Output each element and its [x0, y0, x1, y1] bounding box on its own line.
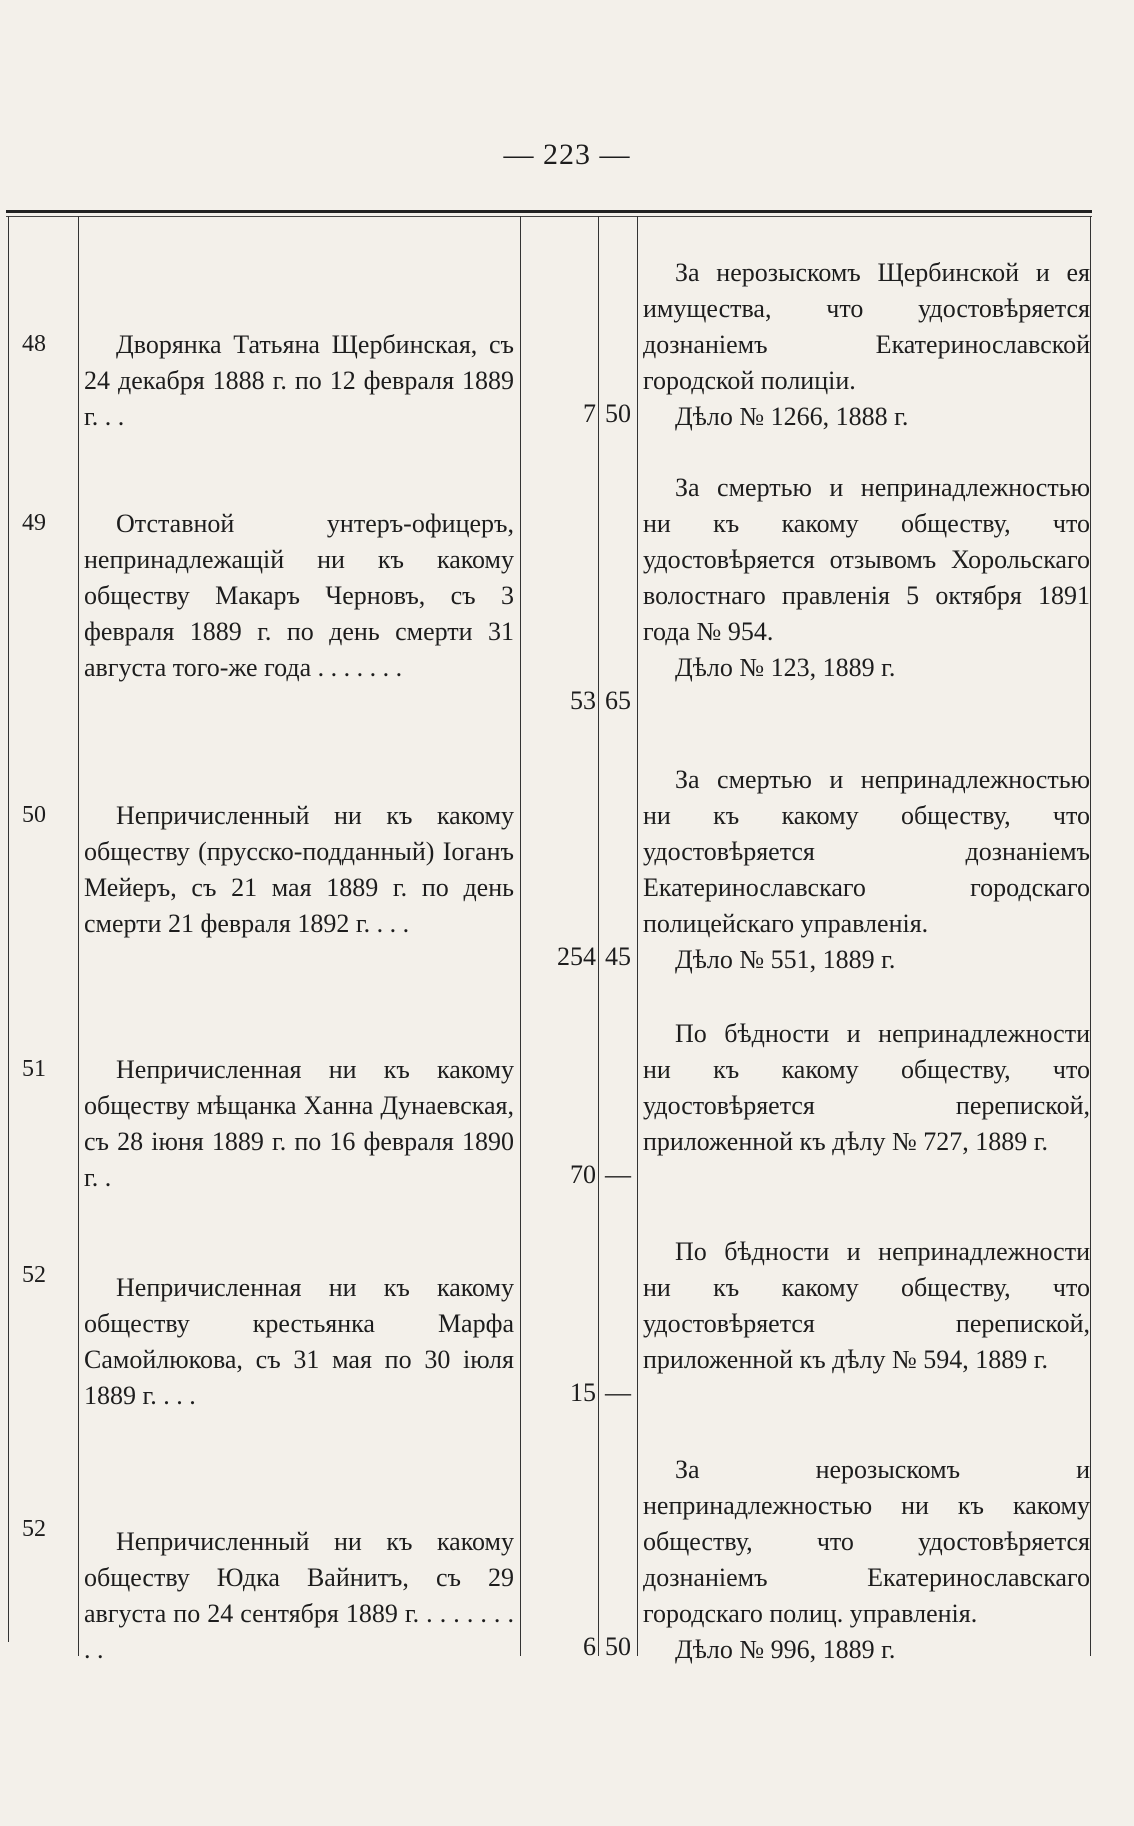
entry-name: Непричисленная ни къ какому обществу крестьянка Марфа Самойлюкова, съ 31 мая по 30 іюля 1889 г. . . . — [84, 1273, 514, 1410]
reason-text: За смертью и непринадлежностью ни къ какому обществу, что удостовѣряется дознаніемъ Екатеринославскаго городскаго полицейскаго управленія. — [643, 765, 1090, 938]
entry-number: 52 — [22, 1516, 46, 1542]
reason-text: За нерозыскомъ Щербинской и ея имущества, что удостовѣряется дознаніемъ Екатеринославской городской полиціи. — [643, 258, 1090, 395]
entry-name: Дворянка Татьяна Щербинская, съ 24 декабря 1888 г. по 12 февраля 1889 г. . . — [84, 330, 514, 431]
entry-number: 48 — [22, 331, 46, 357]
entry-number: 52 — [22, 1262, 46, 1288]
amount-rubles: 15 — [570, 1378, 596, 1407]
entry-reason — [643, 470, 1090, 686]
page-number: — 223 — — [503, 138, 631, 171]
amount-kopecks: 45 — [605, 942, 631, 971]
reason-text: По бѣдности и непринадлежности ни къ какому обществу, что удостовѣряется перепиской, приложенной къ дѣлу № 594, 1889 г. — [643, 1237, 1090, 1374]
amount-kopecks: — — [605, 1378, 631, 1407]
reason-text: По бѣдности и непринадлежности ни къ какому обществу, что удостовѣряется перепиской, приложенной къ дѣлу № 727, 1889 г. — [643, 1019, 1090, 1156]
entry-reason — [643, 1234, 1090, 1378]
column-divider-kopecks — [637, 216, 638, 1656]
amount-rubles: 254 — [557, 942, 596, 971]
amount-kopecks: 50 — [605, 1632, 631, 1661]
entry-name: Непричисленный ни къ какому обществу (прусско-подданный) Іоганъ Мейеръ, съ 21 мая 1889 г. по день смерти 21 февраля 1892 г. . . . — [84, 801, 514, 938]
entry-number: 51 — [22, 1056, 46, 1082]
entry-number: 49 — [22, 510, 46, 536]
case-reference: Дѣло № 1266, 1888 г. — [675, 402, 909, 431]
entry-name: Непричисленный ни къ какому обществу Юдка Вайнитъ, съ 29 августа по 24 сентября 1889 г. . . . . . . . . . — [84, 1527, 514, 1664]
amount-rubles: 6 — [583, 1632, 596, 1661]
table-top-rule — [6, 210, 1092, 213]
table-top-rule-thin — [6, 216, 1092, 217]
entry-reason — [643, 255, 1090, 435]
reason-text: За нерозыскомъ и непринадлежностью ни къ какому обществу, что удостовѣряется дознаніемъ Екатеринославскаго городскаго полиц. управленія. — [643, 1455, 1090, 1628]
case-reference: Дѣло № 996, 1889 г. — [675, 1635, 896, 1664]
entry-reason — [643, 762, 1090, 978]
entry-name: Отставной унтеръ-офицеръ, непринадлежащій ни къ какому обществу Макаръ Черновъ, съ 3 февраля 1889 г. по день смерти 31 августа того-же года . . . . . . . — [84, 509, 514, 682]
reason-text: За смертью и непринадлежностью ни къ какому обществу, что удостовѣряется отзывомъ Хорольскаго волостнаго правленія 5 октября 1891 года № 954. — [643, 473, 1090, 646]
amount-kopecks: 50 — [605, 399, 631, 428]
column-divider-rubles — [598, 216, 599, 1656]
column-divider-left — [8, 216, 9, 1642]
amount-rubles: 53 — [570, 686, 596, 715]
column-divider-name — [520, 216, 521, 1656]
case-reference: Дѣло № 551, 1889 г. — [675, 945, 896, 974]
amount-kopecks: 65 — [605, 686, 631, 715]
entry-reason — [643, 1016, 1090, 1160]
amount-rubles: 70 — [570, 1160, 596, 1189]
entry-number: 50 — [22, 802, 46, 828]
column-divider-number — [78, 216, 79, 1656]
amount-rubles: 7 — [583, 399, 596, 428]
case-reference: Дѣло № 123, 1889 г. — [675, 653, 896, 682]
entry-name: Непричисленная ни къ какому обществу мѣщанка Ханна Дунаевская, съ 28 іюня 1889 г. по 16 февраля 1890 г. . — [84, 1055, 514, 1192]
amount-kopecks: — — [605, 1160, 631, 1189]
entry-reason — [643, 1452, 1090, 1668]
column-divider-right — [1090, 216, 1091, 1656]
